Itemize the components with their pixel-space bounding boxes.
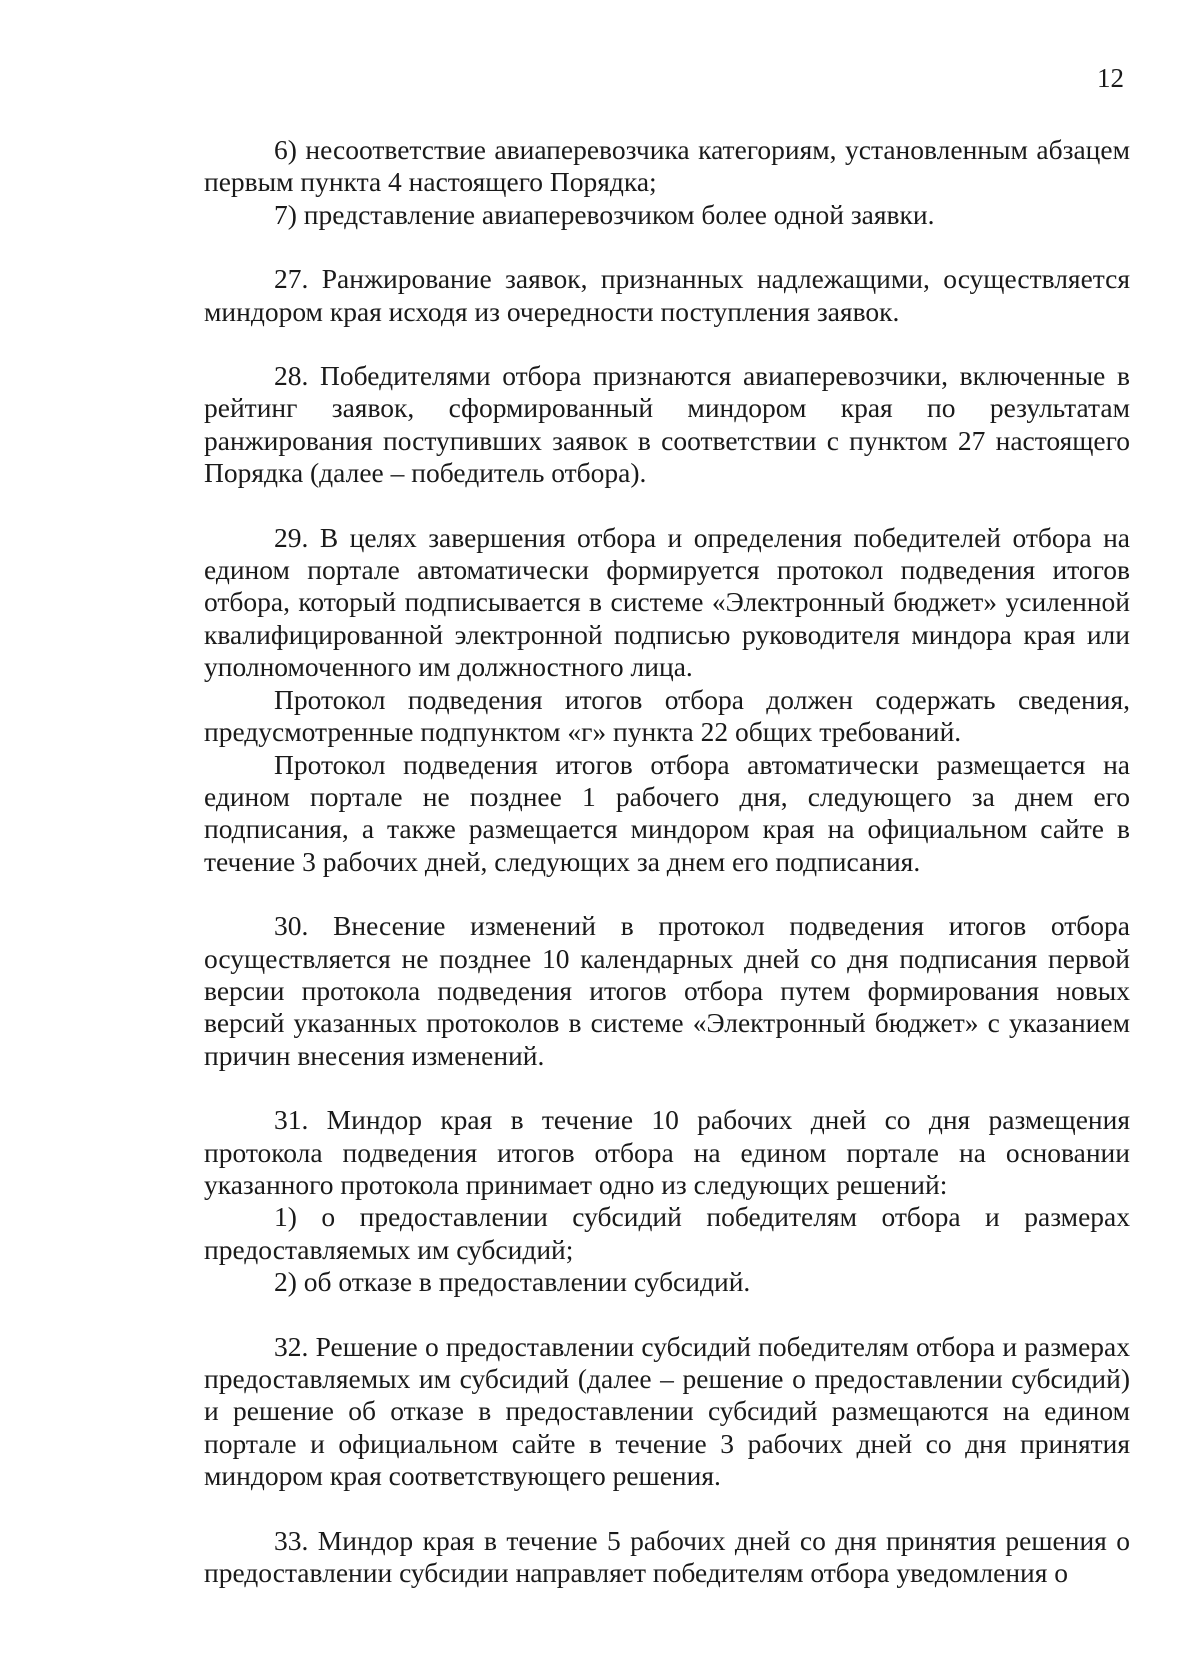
paragraph-31: 31. Миндор края в течение 10 рабочих дней со дня размещения протокола подведения итогов отбора на едином портале на основании указанного протокола принимает одно из следующих решений:: [204, 1104, 1130, 1200]
paragraph-28: 28. Победителями отбора признаются авиаперевозчики, включенные в рейтинг заявок, сформированный миндором края по результатам ранжирования поступивших заявок в соответствии с пунктом 27 настоящего Порядка (далее – победитель отбора).: [204, 360, 1130, 489]
paragraph-30: 30. Внесение изменений в протокол подведения итогов отбора осуществляется не позднее 10 календарных дней со дня подписания первой версии протокола подведения итогов отбора путем формирования новых версий указанных протоколов в системе «Электронный бюджет» с указанием причин внесения изменений.: [204, 910, 1130, 1071]
paragraph-32: 32. Решение о предоставлении субсидий победителям отбора и размерах предоставляемых им субсидий (далее – решение о предоставлении субсидий) и решение об отказе в предоставлении субсидий размещаются на едином портале и официальном сайте в течение 3 рабочих дней со дня принятия миндором края соответствующего решения.: [204, 1330, 1130, 1492]
document-body: [204, 134, 1130, 1589]
paragraph-31-item-1: 1) о предоставлении субсидий победителям отбора и размерах предоставляемых им субсидий;: [204, 1201, 1130, 1265]
page-number: 12: [1097, 63, 1124, 93]
paragraph-27: 27. Ранжирование заявок, признанных надлежащими, осуществляется миндором края исходя из очередности поступления заявок.: [204, 263, 1130, 327]
paragraph-29-protocol-content: Протокол подведения итогов отбора должен содержать сведения, предусмотренные подпунктом «г» пункта 22 общих требований.: [204, 683, 1130, 748]
paragraph-31-item-2: 2) об отказе в предоставлении субсидий.: [274, 1266, 751, 1298]
paragraph-29-protocol-publication: Протокол подведения итогов отбора автоматически размещается на едином портале не позднее 1 рабочего дня, следующего за днем его подписания, а также размещается миндором края на официальном сайте в течение 3 рабочих дней, следующих за днем его подписания.: [204, 748, 1130, 877]
paragraph-29: 29. В целях завершения отбора и определения победителей отбора на едином портале автоматически формируется протокол подведения итогов отбора, который подписывается в системе «Электронный бюджет» усиленной квалифицированной электронной подписью руководителя миндора края или уполномоченного им должностного лица.: [204, 521, 1130, 683]
paragraph-33: 33. Миндор края в течение 5 рабочих дней со дня принятия решения о предоставлении субсидии направляет победителям отбора уведомления о: [204, 1524, 1130, 1589]
paragraph-item-6: 6) несоответствие авиаперевозчика категориям, установленным абзацем первым пункта 4 настоящего Порядка;: [204, 134, 1130, 198]
paragraph-item-7: 7) представление авиаперевозчиком более одной заявки.: [274, 198, 935, 230]
